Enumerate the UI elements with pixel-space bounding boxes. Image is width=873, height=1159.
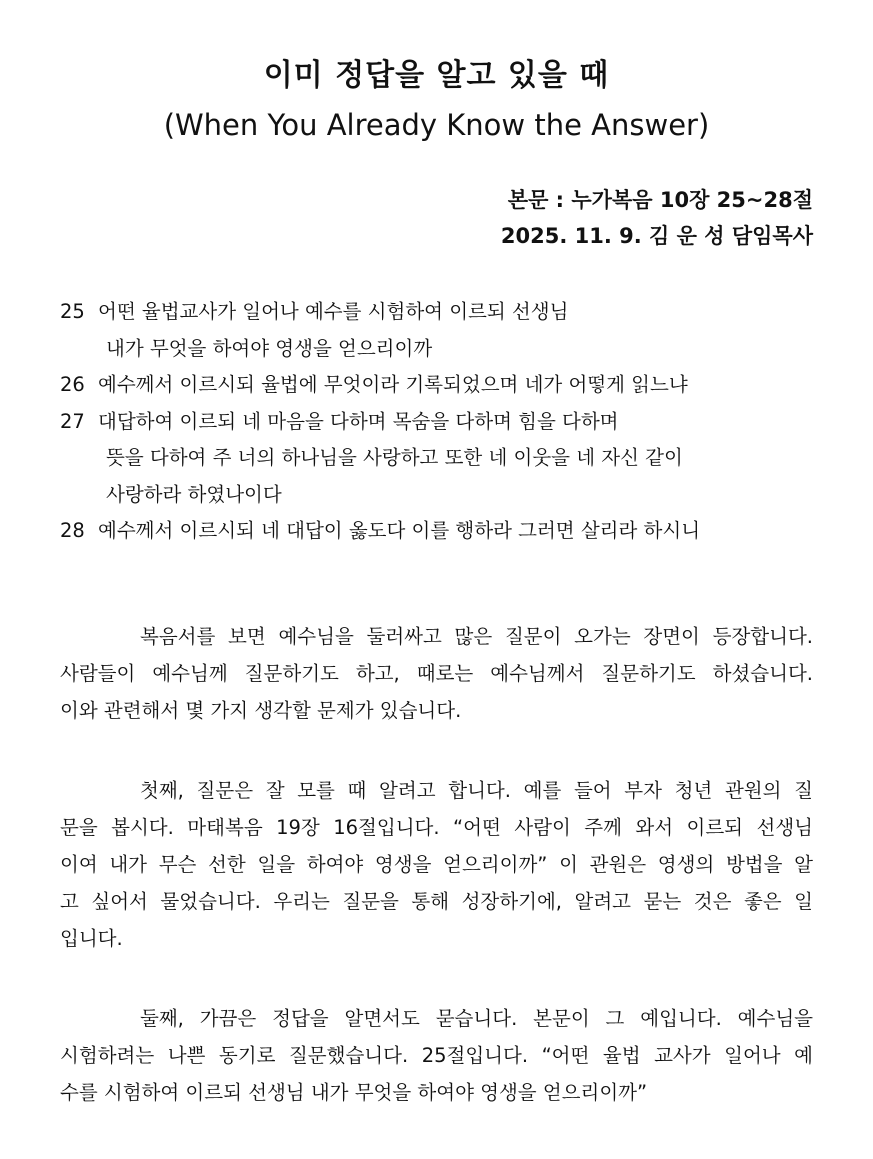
sermon-title: 이미 정답을 알고 있을 때 bbox=[263, 58, 610, 93]
paragraph-line: 입니다. bbox=[60, 926, 123, 950]
date-and-pastor: 2025. 11. 9. 김 운 성 담임목사 bbox=[500, 224, 813, 248]
verse-number: 28 bbox=[60, 519, 85, 542]
verse-text-line: 사랑하라 하였나이다 bbox=[106, 482, 282, 506]
verse-number: 27 bbox=[60, 409, 85, 433]
paragraph-line: 수를 시험하여 이르되 선생님 내가 무엇을 하여야 영생을 얻으리이까” bbox=[60, 1080, 648, 1104]
title-block bbox=[60, 0, 813, 146]
paragraph-line: 이여 내가 무슨 선한 일을 하여야 영생을 얻으리이까” 이 관원은 영생의 방법을 알 bbox=[60, 852, 813, 876]
sermon-paragraph bbox=[60, 618, 813, 729]
sermon-paragraph bbox=[60, 772, 813, 957]
verse-number: 26 bbox=[60, 373, 85, 396]
verse-text-line: 예수께서 이르시되 네 대답이 옳도다 이를 행하라 그러면 살리라 하시니 bbox=[98, 519, 701, 542]
passage-reference: 본문 : 누가복음 10장 25~28절 bbox=[507, 188, 813, 212]
scripture-passage bbox=[60, 294, 813, 550]
paragraph-line: 고 싶어서 물었습니다. 우리는 질문을 통해 성장하기에, 알려고 묻는 것은 좋은 일 bbox=[60, 889, 813, 913]
verse-text-line: 뜻을 다하여 주 너의 하나님을 사랑하고 또한 네 이웃을 네 자신 같이 bbox=[106, 446, 683, 469]
sermon-body bbox=[60, 618, 813, 1111]
verse bbox=[60, 367, 813, 404]
verse-text-line: 어떤 율법교사가 일어나 예수를 시험하여 이르되 선생님 bbox=[98, 300, 569, 323]
paragraph-line: 이와 관련해서 몇 가지 생각할 문제가 있습니다. bbox=[60, 698, 462, 722]
sermon-subtitle-english: (When You Already Know the Answer) bbox=[163, 108, 710, 142]
paragraph-line: 문을 봅시다. 마태복음 19장 16절입니다. “어떤 사람이 주께 와서 이르되 선생님 bbox=[60, 815, 813, 839]
paragraph-line: 복음서를 보면 예수님을 둘러싸고 많은 질문이 오가는 장면이 등장합니다. bbox=[140, 624, 813, 648]
verse-text-line: 내가 무엇을 하여야 영생을 얻으리이까 bbox=[106, 336, 433, 360]
verse-text-line: 대답하여 이르되 네 마음을 다하며 목숨을 다하며 힘을 다하며 bbox=[98, 409, 619, 433]
paragraph-line: 시험하려는 나쁜 동기로 질문했습니다. 25절입니다. “어떤 율법 교사가 일어나 예 bbox=[60, 1043, 813, 1067]
paragraph-line: 둘째, 가끔은 정답을 알면서도 묻습니다. 본문이 그 예입니다. 예수님을 bbox=[140, 1006, 813, 1030]
verse-number: 25 bbox=[60, 300, 85, 323]
paragraph-line: 첫째, 질문은 잘 모를 때 알려고 합니다. 예를 들어 부자 청년 관원의 질 bbox=[140, 778, 813, 802]
verse bbox=[60, 513, 813, 550]
paragraph-line: 사람들이 예수님께 질문하기도 하고, 때로는 예수님께서 질문하기도 하셨습니다. bbox=[60, 661, 813, 685]
verse bbox=[60, 294, 813, 367]
verse bbox=[60, 404, 813, 514]
verse-text-line: 예수께서 이르시되 율법에 무엇이라 기록되었으며 네가 어떻게 읽느냐 bbox=[98, 373, 688, 396]
sermon-paragraph bbox=[60, 1000, 813, 1111]
sermon-meta bbox=[60, 182, 813, 254]
